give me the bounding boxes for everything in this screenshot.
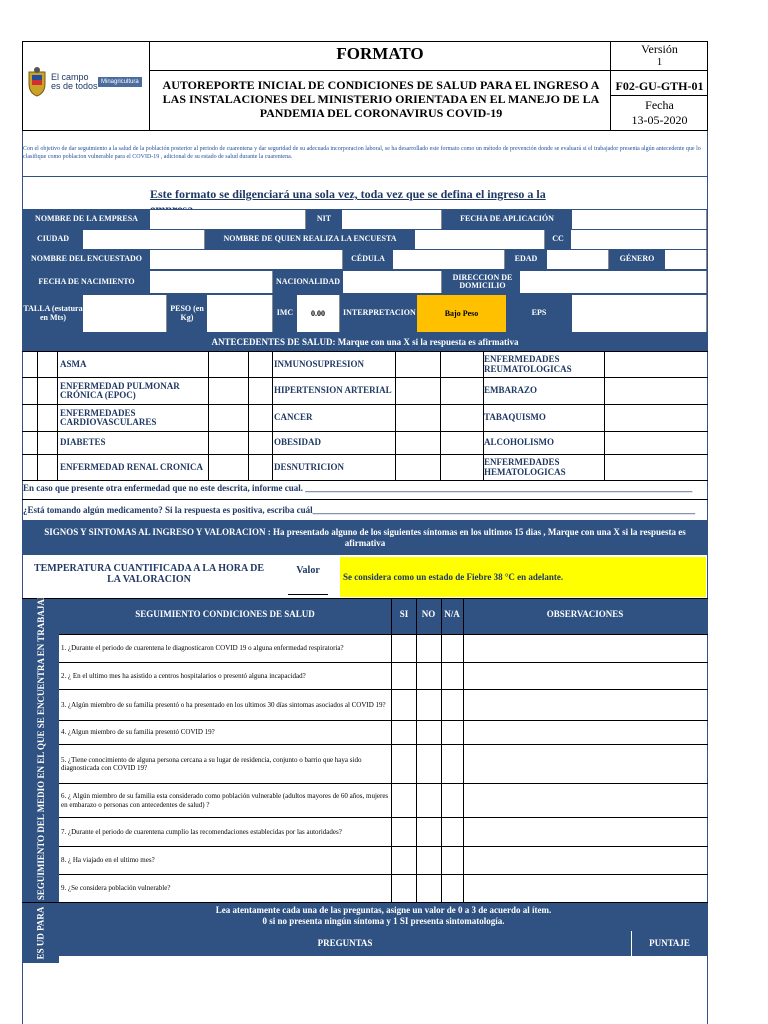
logo-text: El campo es de todos [51,72,98,92]
ant-asma: ASMA [60,358,87,369]
question-6: 6. ¿ Algún miembro de su familia esta considerado como población vulnerable (adultos mayores de 60 años, mujeres en embarazo o personas con antecedentes de salud) ? [61,792,389,809]
talla-field[interactable] [83,295,167,332]
intro-text: Con el objetivo de dar seguimiento a la salud de la población posterior al periodo de cuarentena y dar seguridad de su adecuada incorporacion laboral, se ha desarrollado este formato como un método de prevención donde se evaluará si el trabajador presenta algún antecedente que lo clasifique como poblacion vulnerable para el COVID-19 , adicional de su estado de salud durante la cuarentena. [23,146,701,160]
ant-embarazo: EMBARAZO [484,385,538,396]
ant-desnutricion: DESNUTRICION [274,461,345,472]
si-header: SI [399,609,409,619]
otra-enfermedad-text[interactable]: En caso que presente otra enfermedad que no este descrita, informe cual. ______________________________________________________________________________________ [23,483,693,493]
encuestado-label: NOMBRE DEL ENCUESTADO [23,250,150,269]
ant-diabetes: DIABETES [60,437,106,448]
seguimiento-side-label: SEGUIMIENTO DEL MEDIO EN EL QUE SE ENCUENTRA EN TRABAJADOR [22,599,59,902]
ant-inmunosupresion: INMUNOSUPRESION [274,358,365,369]
observaciones-cells[interactable] [464,635,707,902]
peso-label: PESO (en Kg) [167,295,207,332]
temperatura-label: TEMPERATURA CUANTIFICADA A LA HORA DE LA VALORACION [33,563,265,585]
ant-obesidad: OBESIDAD [274,437,322,448]
genero-label: GÉNERO [609,250,665,269]
preguntas-label: PREGUNTAS [317,938,373,948]
ant-hematologicas: ENFERMEDADES HEMATOLOGICAS [484,457,566,477]
signos-header: SIGNOS Y SINTOMAS AL INGRESO Y VALORACION : Ha presentado alguno de los siguientes síntomas en los ultimos 15 dias , Marque con una X si la respuesta es afirmativa [22,520,708,555]
footer-instructions: Lea atentamente cada una de las preguntas, asigne un valor de 0 a 3 de acuerdo al ítem. 0 si no presenta ningún síntoma y 1 SI presenta sintomatología. [59,903,708,931]
edad-label: EDAD [505,250,547,269]
fecha-aplicacion-label: FECHA DE APLICACIÓN [442,210,572,229]
nit-field[interactable] [342,210,442,229]
question-4: 4. ¿Algun miembro de su familia presentó COVID 19? [61,728,215,737]
temperatura-valor-label: Valor [296,565,320,576]
na-header: N/A [444,609,460,619]
fecha-aplicacion-field[interactable] [572,210,707,229]
encuestado-field[interactable] [150,250,343,269]
ciudad-label: CIUDAD [23,230,83,249]
nit-label: NIT [306,210,342,229]
empresa-label: NOMBRE DE LA EMPRESA [23,210,150,229]
antecedentes-header: ANTECEDENTES DE SALUD: Marque con una X si la respuesta es afirmativa [22,333,708,351]
empresa-field[interactable] [150,210,306,229]
imc-value: 0.00 [297,295,340,332]
fiebre-note: Se considera como un estado de Fiebre 38 °C en adelante. [340,557,706,597]
page-title: FORMATO [336,44,424,63]
nacionalidad-label: NACIONALIDAD [273,271,343,293]
seguimiento-header-label: SEGUIMIENTO CONDICIONES DE SALUD [135,609,315,619]
genero-field[interactable] [665,250,707,269]
question-3: 3. ¿Algún miembro de su familia presentó o ha presentado en los ultimos 30 días sintomas asociados al COVID 19? [61,700,386,709]
quien-realiza-label: NOMBRE DE QUIEN REALIZA LA ENCUESTA [205,230,415,249]
date-label: Fecha [645,98,674,112]
footer-side-label: ES UD PARA [22,903,59,963]
version-label: Versión [641,42,678,56]
cc-field[interactable] [571,230,707,249]
nacimiento-field[interactable] [150,271,273,293]
cc-label: CC [545,230,571,249]
date-value: 13-05-2020 [631,113,688,127]
quien-realiza-field[interactable] [415,230,545,249]
peso-field[interactable] [207,295,273,332]
logo-brand: Minagricultura [98,77,142,87]
ministry-logo [24,60,146,112]
question-1: 1. ¿Durante el periodo de cuarentena le diagnosticaron COVID 19 o alguna enfermedad respiratoria? [61,644,344,653]
domicilio-label: DIRECCION DE DOMICILIO [442,271,520,293]
nacimiento-label: FECHA DE NACIMIENTO [23,271,150,293]
ant-epoc: ENFERMEDAD PULMONAR CRÓNICA (EPOC) [60,380,180,400]
ant-tabaquismo: TABAQUISMO [484,412,546,423]
interpretacion-value: Bajo Peso [417,295,506,332]
ant-cardiovasculares: ENFERMEDADES CARDIOVASCULARES [60,407,157,427]
document-code: F02-GU-GTH-01 [615,79,704,93]
cedula-label: CÉDULA [343,250,393,269]
eps-field[interactable] [572,295,707,332]
ant-reumatologicas: ENFERMEDADES REUMATOLOGICAS [484,354,572,374]
question-8: 8. ¿ Ha viajado en el ultimo mes? [61,856,155,865]
eps-label: EPS [506,295,572,332]
version-value: 1 [656,56,663,68]
nacionalidad-field[interactable] [343,271,442,293]
observaciones-header: OBSERVACIONES [546,609,624,619]
medicamento-text[interactable]: ¿Está tomando algún medicamento? Si la respuesta es positiva, escriba cuál_____________________________________________________________________________________ [23,505,696,515]
puntaje-label: PUNTAJE [649,938,690,948]
coat-of-arms-icon [26,66,48,98]
interpretacion-label: INTERPRETACION [340,295,417,332]
domicilio-field[interactable] [520,271,707,293]
question-5: 5. ¿Tiene conocimiento de alguna persona cercana a su lugar de residencia, conjunto o barrio que haya sido diagnosticada con COVID 19? [61,755,362,772]
ant-renal: ENFERMEDAD RENAL CRONICA [60,461,204,472]
no-header: NO [421,609,436,619]
talla-label: TALLA (estatura en Mts) [23,295,83,332]
edad-field[interactable] [547,250,609,269]
ant-alcoholismo: ALCOHOLISMO [484,437,555,448]
question-2: 2. ¿ En el ultimo mes ha asistido a centros hospitalarios o presentó alguna incapacidad? [61,671,306,680]
notice-text: Este formato se dilgenciará una sola vez, toda vez que se defina el ingreso a la [150,187,546,201]
question-7: 7. ¿Durante el periodo de cuarentena cumplio las recomendaciones establecidas por las autoridades? [61,827,342,836]
cedula-field[interactable] [393,250,505,269]
form-subtitle: AUTOREPORTE INICIAL DE CONDICIONES DE SALUD PARA EL INGRESO A LAS INSTALACIONES DEL MINISTERIO ORIENTADA EN EL MANEJO DE LA PANDEMIA DEL CORONAVIRUS COVID-19 [162,78,600,120]
imc-label: IMC [273,295,297,332]
question-9: 9. ¿Se considera población vulnerable? [61,884,171,893]
ant-hipertension: HIPERTENSION ARTERIAL [274,385,392,396]
ant-cancer: CANCER [274,412,313,423]
answer-cells[interactable] [392,635,463,902]
ciudad-field[interactable] [83,230,205,249]
